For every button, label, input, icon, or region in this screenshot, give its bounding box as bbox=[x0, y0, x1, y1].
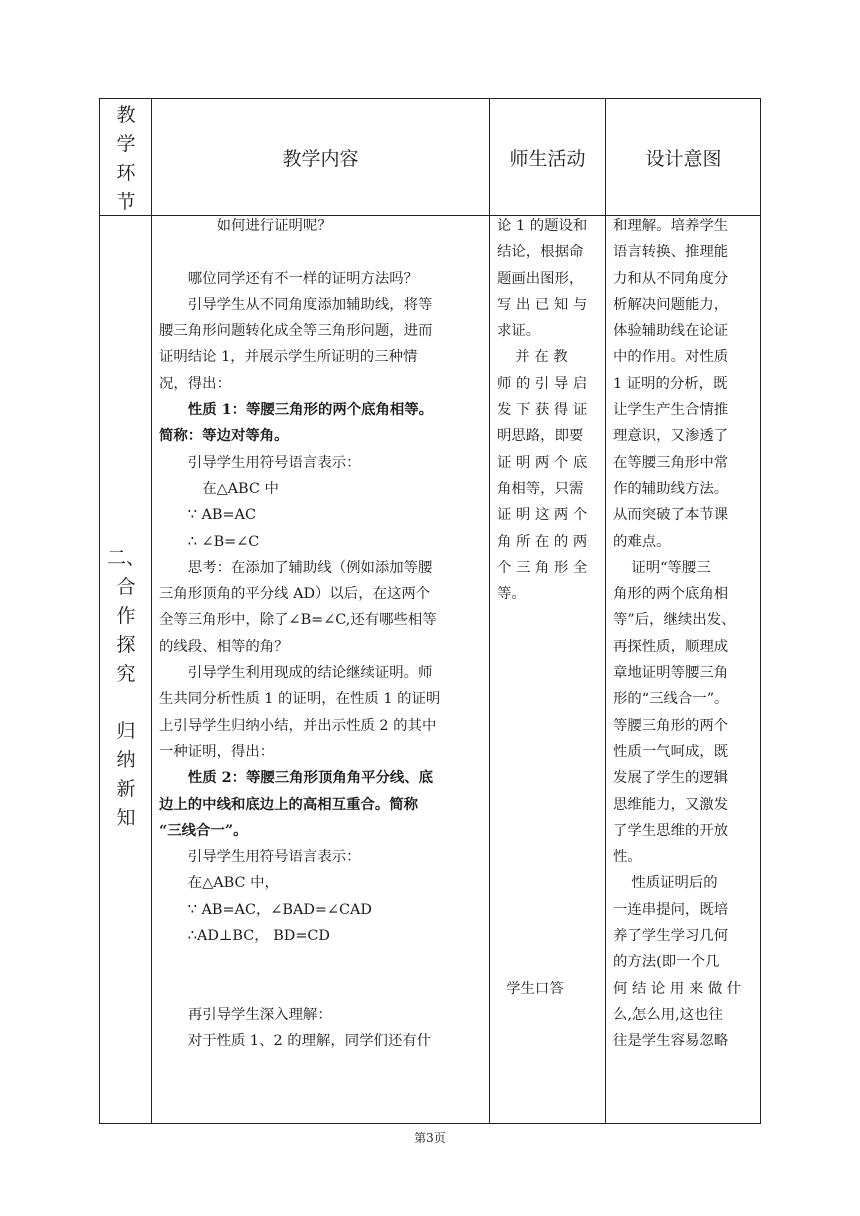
activity-line bbox=[497, 792, 603, 818]
activity-line bbox=[497, 634, 603, 660]
content-line: 在△ABC 中 bbox=[202, 480, 279, 497]
intent-line: 等”后，继续出发、 bbox=[613, 612, 736, 629]
intent-line: 了学生思维的开放 bbox=[613, 822, 729, 839]
content-line: 再引导学生深入理解： bbox=[187, 1006, 332, 1023]
activity-line: 角 所 在 的 两 bbox=[497, 533, 588, 550]
content-line: 生共同分析性质 1 的证明，在性质 1 的证明 bbox=[159, 691, 441, 708]
activity-line bbox=[497, 949, 603, 975]
activity-line: 角相等，只需 bbox=[497, 480, 584, 497]
content-line: ∵ AB=AC bbox=[187, 507, 256, 524]
content-line: 引导学生利用现成的结论继续证明。师 bbox=[187, 665, 433, 682]
activity-line bbox=[497, 844, 603, 870]
content-column bbox=[159, 213, 485, 1055]
content-line: 性质 1：等腰三角形的两个底角相等。 bbox=[187, 401, 434, 419]
intent-line: 角形的两个底角相 bbox=[613, 586, 729, 603]
activity-column bbox=[497, 213, 603, 1002]
activity-line bbox=[497, 739, 603, 765]
intent-line: 往是学生容易忽略 bbox=[613, 1033, 729, 1050]
content-line: ∵ AB=AC，∠BAD=∠CAD bbox=[187, 901, 372, 918]
header-activity: 师生活动 bbox=[509, 147, 586, 170]
stage-char: 作 bbox=[116, 605, 136, 627]
header-stage-text: 教学环节 bbox=[116, 104, 136, 213]
activity-line bbox=[497, 897, 603, 923]
activity-line: 求证。 bbox=[497, 323, 541, 340]
intent-line: 语言转换、推理能 bbox=[613, 244, 729, 261]
intent-line: 性质一气呵成，既 bbox=[613, 743, 729, 760]
intent-line: 思维能力，又激发 bbox=[613, 796, 729, 813]
content-line: 引导学生从不同角度添加辅助线，将等 bbox=[187, 296, 433, 313]
content-line: 如何进行证明呢？ bbox=[216, 218, 332, 234]
stage-char: 究 bbox=[116, 663, 136, 685]
content-line: 三角形顶角的平分线 AD）以后，在这两个 bbox=[159, 586, 431, 603]
intent-line: 在等腰三角形中常 bbox=[613, 454, 729, 471]
activity-line: 学生口答 bbox=[497, 980, 564, 997]
intent-line: 证明“等腰三 bbox=[613, 559, 711, 576]
activity-line bbox=[497, 713, 603, 739]
content-line: 思考：在添加了辅助线（例如添加等腰 bbox=[187, 559, 433, 576]
activity-line: 等。 bbox=[497, 586, 526, 603]
intent-line: 析解决问题能力， bbox=[613, 296, 729, 313]
activity-line: 个 三 角 形 全 bbox=[497, 559, 588, 576]
activity-line bbox=[497, 607, 603, 633]
content-line: ∴AD⊥BC， BD=CD bbox=[187, 928, 330, 945]
activity-line bbox=[497, 765, 603, 791]
content-line bbox=[159, 949, 485, 975]
header-stage bbox=[103, 101, 149, 217]
stage-char: 新 bbox=[116, 778, 136, 800]
column-divider bbox=[151, 99, 152, 1123]
activity-line: 明思路，即要 bbox=[497, 428, 584, 445]
activity-line: 论 1 的题设和 bbox=[497, 218, 588, 234]
intent-line: 等腰三角形的两个 bbox=[613, 717, 729, 734]
content-line: 简称：等边对等角。 bbox=[159, 427, 289, 445]
activity-line: 证 明 这 两 个 bbox=[497, 507, 588, 524]
stage-char: 归 bbox=[116, 720, 136, 742]
intent-line: 性。 bbox=[613, 849, 642, 866]
stage-char: 知 bbox=[116, 807, 136, 829]
content-line: 性质 2：等腰三角形顶角角平分线、底 bbox=[187, 769, 434, 787]
intent-line: 中的作用。对性质 bbox=[613, 349, 729, 366]
activity-line bbox=[497, 660, 603, 686]
activity-line: 证 明 两 个 底 bbox=[497, 454, 588, 471]
intent-line: 形的“三线合一”。 bbox=[613, 691, 729, 708]
activity-line: 并 在 教 bbox=[497, 349, 568, 366]
intent-line: 发展了学生的逻辑 bbox=[613, 770, 729, 787]
activity-line bbox=[497, 818, 603, 844]
content-line: 哪位同学还有不一样的证明方法吗？ bbox=[187, 270, 419, 287]
content-line: 引导学生用符号语言表示： bbox=[187, 454, 361, 471]
activity-line: 结论，根据命 bbox=[497, 244, 584, 261]
intent-line: 1 证明的分析，既 bbox=[613, 375, 728, 392]
page-number: 第3页 bbox=[414, 1131, 446, 1145]
content-line: 腰三角形问题转化成全等三角形问题，进而 bbox=[159, 323, 433, 340]
lesson-plan-table bbox=[99, 98, 761, 1124]
content-line bbox=[159, 239, 485, 265]
activity-line: 写 出 已 知 与 bbox=[497, 296, 588, 313]
stage-char: 合 bbox=[116, 576, 136, 598]
stage-char: 探 bbox=[116, 634, 136, 656]
intent-line: 体验辅助线在论证 bbox=[613, 323, 729, 340]
content-line: 况，得出： bbox=[159, 375, 231, 392]
header-intent: 设计意图 bbox=[645, 147, 722, 170]
stage-label bbox=[103, 544, 149, 833]
content-line: 引导学生用符号语言表示： bbox=[187, 849, 361, 866]
intent-line: 让学生产生合情推 bbox=[613, 402, 729, 419]
activity-line: 题画出图形， bbox=[497, 270, 584, 287]
intent-line: 章地证明等腰三角 bbox=[613, 665, 729, 682]
intent-line: 的难点。 bbox=[613, 533, 671, 550]
intent-line: 何 结 论 用 来 做 什 bbox=[613, 980, 742, 997]
content-line: 全等三角形中，除了∠B=∠C,还有哪些相等 bbox=[159, 612, 437, 629]
intent-line: 的方法(即一个几 bbox=[613, 954, 720, 971]
intent-line: 养了学生学习几何 bbox=[613, 928, 729, 945]
intent-line: 力和从不同角度分 bbox=[613, 270, 729, 287]
content-line bbox=[159, 976, 485, 1002]
activity-line bbox=[497, 686, 603, 712]
intent-line: 一连串提问，既培 bbox=[613, 901, 729, 918]
content-line: 的线段、相等的角？ bbox=[159, 638, 289, 655]
intent-line: 从而突破了本节课 bbox=[613, 507, 729, 524]
intent-line: 和理解。培养学生 bbox=[613, 218, 729, 234]
column-divider bbox=[605, 99, 606, 1123]
activity-line bbox=[497, 870, 603, 896]
intent-line: 作的辅助线方法。 bbox=[613, 480, 729, 497]
content-line: 上引导学生归纳小结，并出示性质 2 的其中 bbox=[159, 717, 437, 734]
content-line: 边上的中线和底边上的高相互重合。简称 bbox=[159, 795, 419, 813]
intent-line: 理意识，又渗透了 bbox=[613, 428, 729, 445]
activity-line: 师 的 引 导 启 bbox=[497, 375, 588, 392]
content-line: 在△ABC 中， bbox=[187, 875, 279, 892]
header-content: 教学内容 bbox=[282, 147, 359, 170]
intent-column bbox=[613, 213, 759, 1055]
intent-line: 么,怎么用,这也往 bbox=[613, 1006, 723, 1023]
activity-line bbox=[497, 923, 603, 949]
content-line: 证明结论 1，并展示学生所证明的三种情 bbox=[159, 349, 418, 366]
content-line: 一种证明，得出： bbox=[159, 743, 275, 760]
stage-char: 纳 bbox=[116, 749, 136, 771]
intent-line: 再探性质，顺理成 bbox=[613, 638, 729, 655]
stage-number: 二、 bbox=[106, 547, 145, 569]
intent-line: 性质证明后的 bbox=[613, 875, 718, 892]
column-divider bbox=[489, 99, 490, 1123]
content-line: “三线合一”。 bbox=[159, 821, 248, 839]
content-line: 对于性质 1、2 的理解，同学们还有什 bbox=[187, 1033, 432, 1050]
activity-line: 发 下 获 得 证 bbox=[497, 402, 588, 419]
content-line: ∴ ∠B=∠C bbox=[187, 533, 260, 550]
